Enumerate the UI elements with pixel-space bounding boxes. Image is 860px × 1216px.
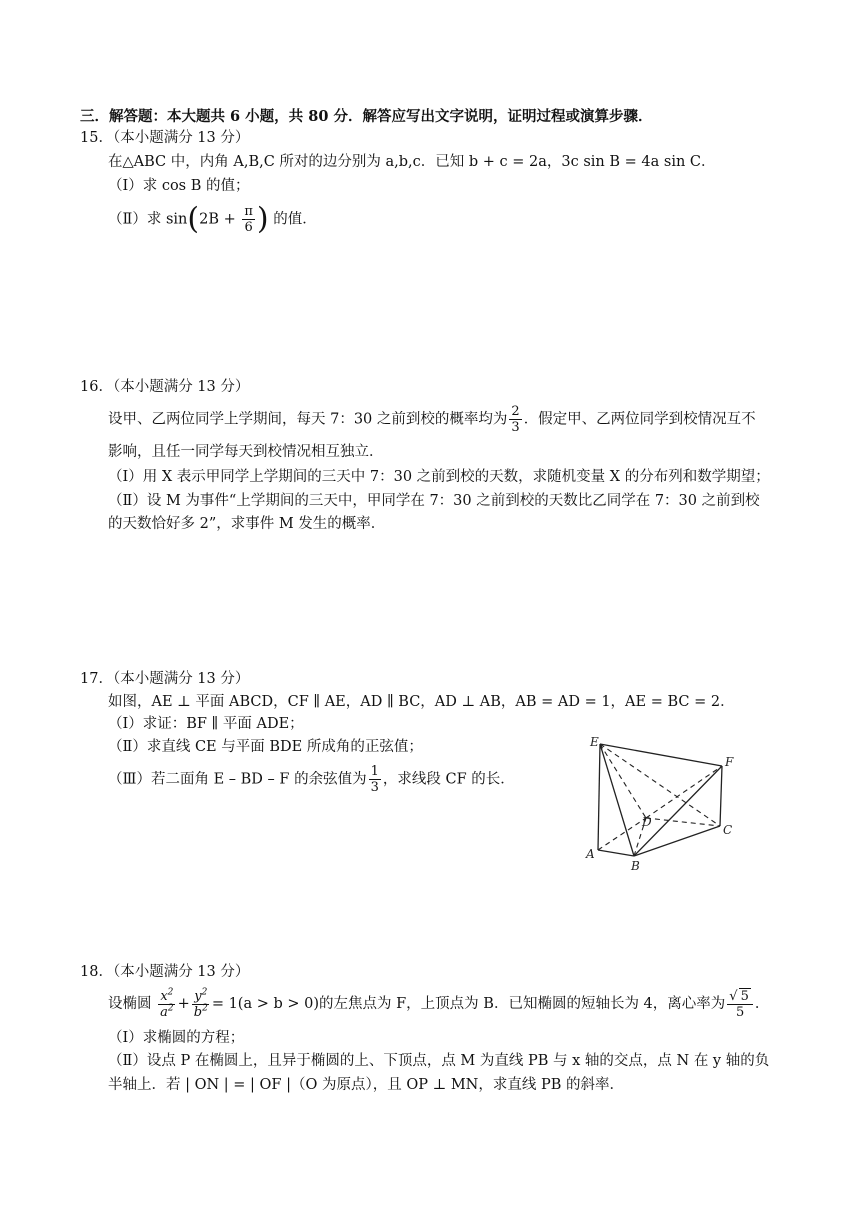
- q16-line1: [108, 404, 756, 435]
- q15-part2-suffix: 的值．: [273, 211, 317, 228]
- edge-AD: [598, 818, 646, 850]
- q17-part2: （Ⅱ）求直线 CE 与平面 BDE 所成角的正弦值；: [108, 739, 423, 755]
- x-variable: x: [160, 988, 168, 1004]
- q18-part2-line2: 半轴上．若 | ON | = | OF |（O 为原点），且 OP ⊥ MN，求直线 PB 的斜率．: [108, 1077, 624, 1093]
- x-squared-over-a-squared: $\frac{x^2}{a^2}$: [160, 987, 174, 1020]
- vertex-label-A: A: [586, 847, 595, 861]
- edge-EA: [598, 744, 600, 850]
- edge-EF: [600, 744, 722, 766]
- q18-line1: 设椭圆 $\frac{x^2}{a^2}$ + $\frac{y^2}{b^2}$ = 1(a > b > 0)的左焦点为 F，上顶点为 B．已知椭圆的短轴长为 4，离心率为 $\frac{√ 5}{5}$ ．: [108, 987, 770, 1020]
- q15-part2-prefix: （Ⅱ）求 sin: [108, 211, 188, 228]
- vertex-label-E: E: [590, 735, 599, 749]
- edge-BC: [634, 826, 720, 856]
- fraction-numerator: 2: [511, 404, 520, 419]
- vertex-label-C: C: [723, 823, 733, 837]
- ellipse-condition: = 1(a > b > 0): [211, 996, 320, 1012]
- pi-over-6-fraction: [242, 204, 255, 235]
- sqrt-radicand: 5: [740, 989, 749, 1004]
- q18-part2-line1: （Ⅱ）设点 P 在椭圆上，且异于椭圆的上、下顶点，点 M 为直线 PB 与 x 轴的交点，点 N 在 y 轴的负: [108, 1053, 770, 1069]
- eccentricity-fraction: $\frac{√ 5}{5}$: [727, 988, 753, 1020]
- y-variable: y: [194, 988, 202, 1004]
- fraction-numerator: 1: [370, 764, 379, 779]
- right-paren: ): [256, 201, 269, 237]
- b-variable: b: [193, 1004, 203, 1020]
- vertex-label-B: B: [631, 859, 640, 872]
- fraction-numerator: π: [244, 204, 253, 219]
- edge-DC: [646, 818, 720, 826]
- q17-part3: [108, 764, 515, 795]
- q18-line1-a: 设椭圆: [108, 996, 152, 1012]
- q16-line2: 影响，且任一同学每天到校情况相互独立．: [108, 444, 384, 460]
- solid-geometry-figure: [582, 732, 742, 872]
- edge-EB: [600, 744, 634, 856]
- vertex-label-D: D: [642, 815, 652, 829]
- fraction-denominator: 3: [370, 780, 379, 795]
- q18-line1-b: 的左焦点为 F，上顶点为 B．已知椭圆的短轴长为 4，离心率为: [319, 996, 726, 1012]
- cosine-fraction: [369, 764, 381, 795]
- edge-DF: [646, 766, 722, 818]
- q17-stem: 如图，AE ⊥ 平面 ABCD，CF ∥ AE，AD ∥ BC，AD ⊥ AB，AB = AD = 1，AE = BC = 2．: [108, 694, 735, 710]
- edge-EC: [600, 744, 720, 826]
- q16-part2-line1: （Ⅱ）设 M 为事件“上学期间的三天中，甲同学在 7：30 之前到校的天数比乙同学在 7：30 之前到校: [108, 493, 760, 509]
- q16-part1: （Ⅰ）用 X 表示甲同学上学期间的三天中 7：30 之前到校的天数，求随机变量 X 的分布列和数学期望；: [108, 469, 770, 485]
- q17-part3-prefix: （Ⅲ）若二面角 E – BD – F 的余弦值为: [108, 771, 367, 788]
- a-variable: a: [160, 1004, 168, 1020]
- left-paren: (: [187, 201, 200, 237]
- q16-line1-suffix: ．假定甲、乙两位同学到校情况互不: [523, 411, 756, 428]
- probability-fraction: [509, 404, 521, 435]
- section-header: 三．解答题：本大题共 6 小题，共 80 分．解答应写出文字说明，证明过程或演算步骤．: [80, 108, 653, 125]
- q18-number: 18．（本小题满分 13 分）: [80, 964, 250, 980]
- y-squared-over-b-squared: $\frac{y^2}{b^2}$: [193, 987, 208, 1020]
- q16-part2-line2: 的天数恰好多 2”，求事件 M 发生的概率．: [108, 516, 386, 532]
- fraction-denominator: 5: [735, 1005, 745, 1020]
- edge-BF: [634, 766, 722, 856]
- q16-line1-prefix: 设甲、乙两位同学上学期间，每天 7：30 之前到校的概率均为: [108, 411, 508, 428]
- fraction-denominator: 6: [244, 220, 253, 235]
- edge-FC: [720, 766, 722, 826]
- q16-number: 16．（本小题满分 13 分）: [80, 379, 250, 395]
- q17-number: 17．（本小题满分 13 分）: [80, 671, 250, 687]
- vertex-label-F: F: [725, 755, 734, 769]
- q15-number: 15．（本小题满分 13 分）: [80, 130, 250, 146]
- q15-part2-inner: 2B +: [199, 211, 236, 228]
- fraction-denominator: 3: [511, 420, 520, 435]
- edge-ED: [600, 744, 646, 818]
- edge-AB: [598, 850, 634, 856]
- q18-part1: （Ⅰ）求椭圆的方程；: [108, 1030, 245, 1046]
- q17-part1: （Ⅰ）求证：BF ∥ 平面 ADE；: [108, 716, 304, 732]
- q15-part1: （Ⅰ）求 cos B 的值；: [108, 178, 250, 194]
- q17-part3-suffix: ，求线段 CF 的长．: [382, 771, 515, 788]
- q15-stem: 在△ABC 中，内角 A,B,C 所对的边分别为 a,b,c．已知 b + c = 2a，3c sin B = 4a sin C．: [108, 154, 716, 170]
- q15-part2: [108, 201, 317, 237]
